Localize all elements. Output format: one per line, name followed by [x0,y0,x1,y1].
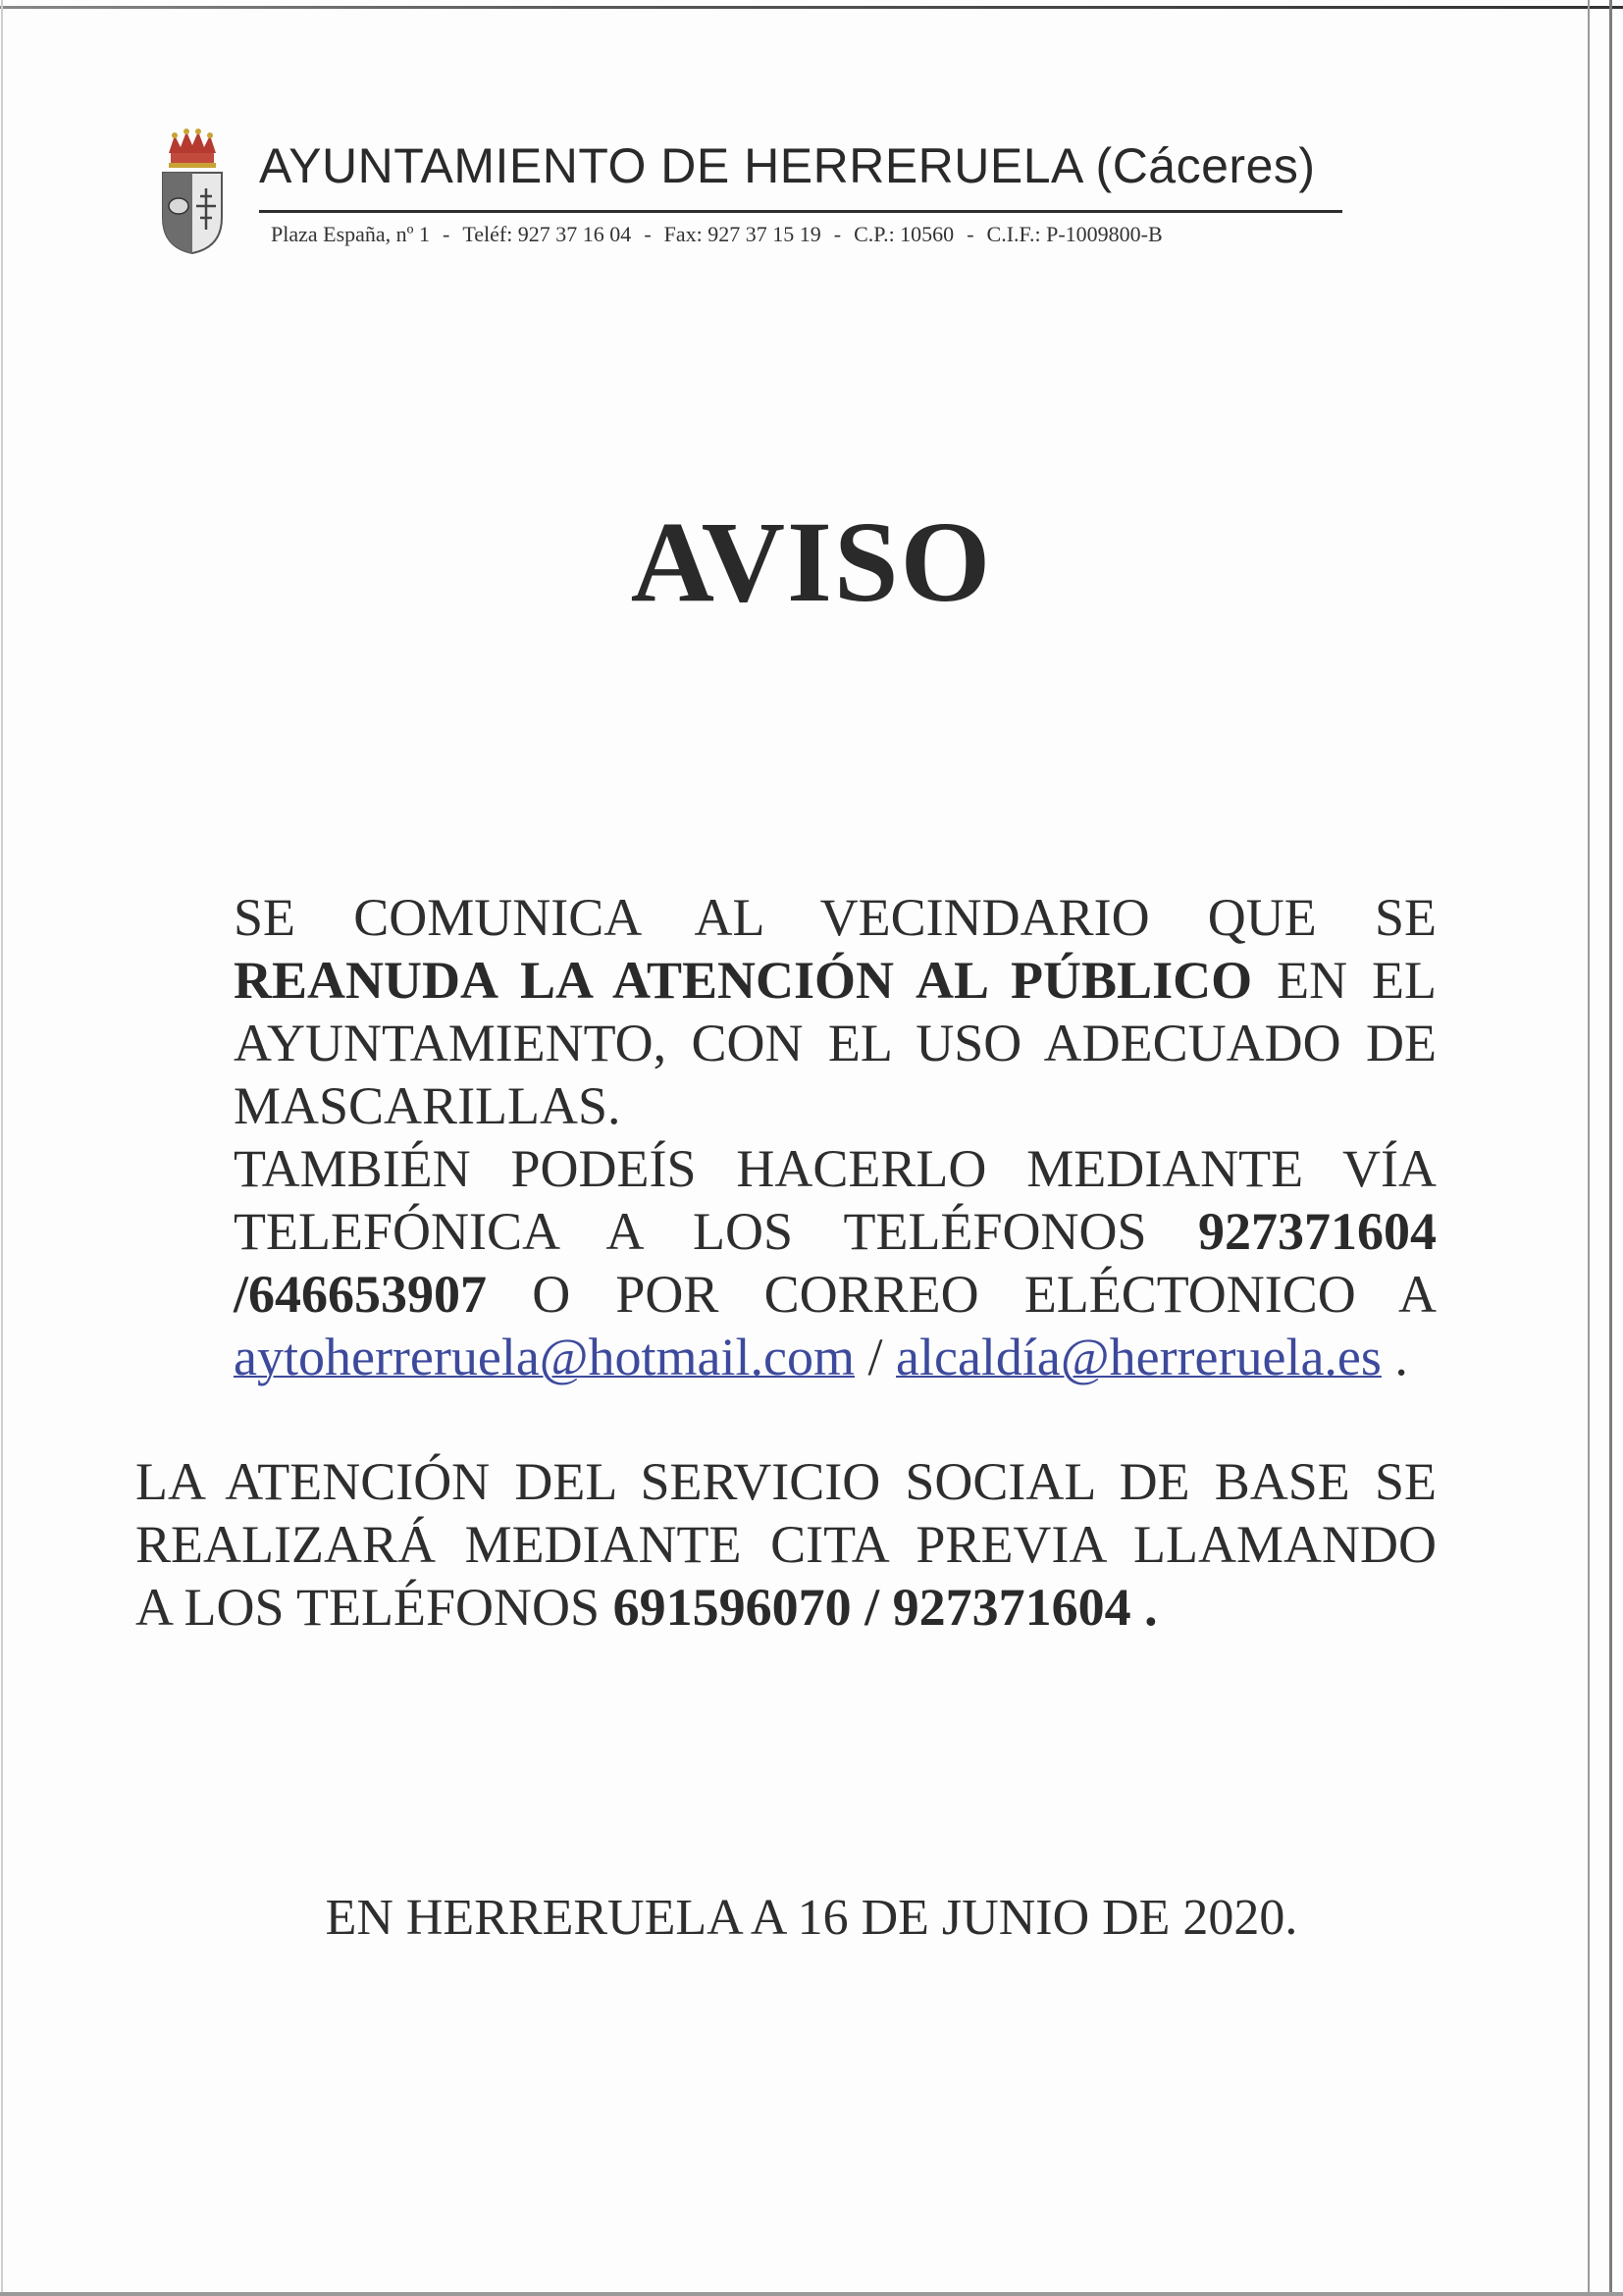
separator: - [443,222,450,246]
text-fragment: TELEFÓNICA A LOS TELÉFONOS [234,1202,1147,1261]
cif: C.I.F.: P-1009800-B [986,222,1163,246]
text-line: MASCARILLAS. [234,1076,621,1135]
text-line [135,1576,1437,1639]
postal-code: C.P.: 10560 [854,222,955,246]
notice-paragraph-social-services [135,1450,1437,1639]
organization-name: AYUNTAMIENTO DE HERRERUELA (Cáceres) [259,138,1316,193]
text-fragment: . [1394,1328,1408,1386]
separator: - [644,222,652,246]
phone-number: /646653907 [234,1265,488,1324]
text-fragment: A LOS TELÉFONOS [135,1578,601,1637]
phone: Teléf: 927 37 16 04 [462,222,632,246]
text-line: LA ATENCIÓN DEL SERVICIO SOCIAL DE BASE SE [135,1452,1437,1511]
text-line: TAMBIÉN PODEÍS HACERLO MEDIANTE VÍA [234,1139,1437,1198]
fax: Fax: 927 37 15 19 [663,222,821,246]
phone-number: 927371604 [1198,1202,1437,1261]
text-line [135,949,1437,1012]
scan-top-edge [0,6,1623,9]
scan-left-edge [1,0,3,2296]
scan-right-edge-outer [1609,0,1612,2296]
notice-paragraph-main [135,886,1437,1388]
text-line [135,1263,1437,1326]
email-link[interactable]: alcaldía@herreruela.es [896,1328,1382,1386]
sign-off-date: EN HERRERUELA A 16 DE JUNIO DE 2020. [325,1890,1298,1946]
text-fragment: . [1144,1578,1158,1637]
text-line [135,1326,1437,1388]
phone-numbers: 691596070 / 927371604 [612,1578,1131,1637]
text-fragment: EN EL [1277,951,1438,1010]
separator: - [833,222,842,246]
text-line: REALIZARÁ MEDIANTE CITA PREVIA LLAMANDO [135,1515,1437,1574]
text-fragment: O POR CORREO ELÉCTONICO A [532,1265,1437,1324]
scan-right-edge [1588,0,1590,2296]
header-divider [259,210,1342,213]
email-link[interactable]: aytoherreruela@hotmail.com [234,1328,855,1386]
emphasis-text: REANUDA LA ATENCIÓN AL PÚBLICO [234,951,1253,1010]
coat-of-arms-icon [157,128,228,255]
separator: - [967,222,974,246]
scan-bottom-edge [0,2292,1623,2296]
text-fragment: / [867,1328,883,1386]
address: Plaza España, nº 1 [271,222,430,246]
text-line: SE COMUNICA AL VECINDARIO QUE SE [234,888,1437,947]
text-line: AYUNTAMIENTO, CON EL USO ADECUADO DE [234,1014,1437,1072]
notice-title: AVISO [630,497,993,626]
organization-contact-line [271,222,1163,247]
text-line [135,1200,1437,1263]
